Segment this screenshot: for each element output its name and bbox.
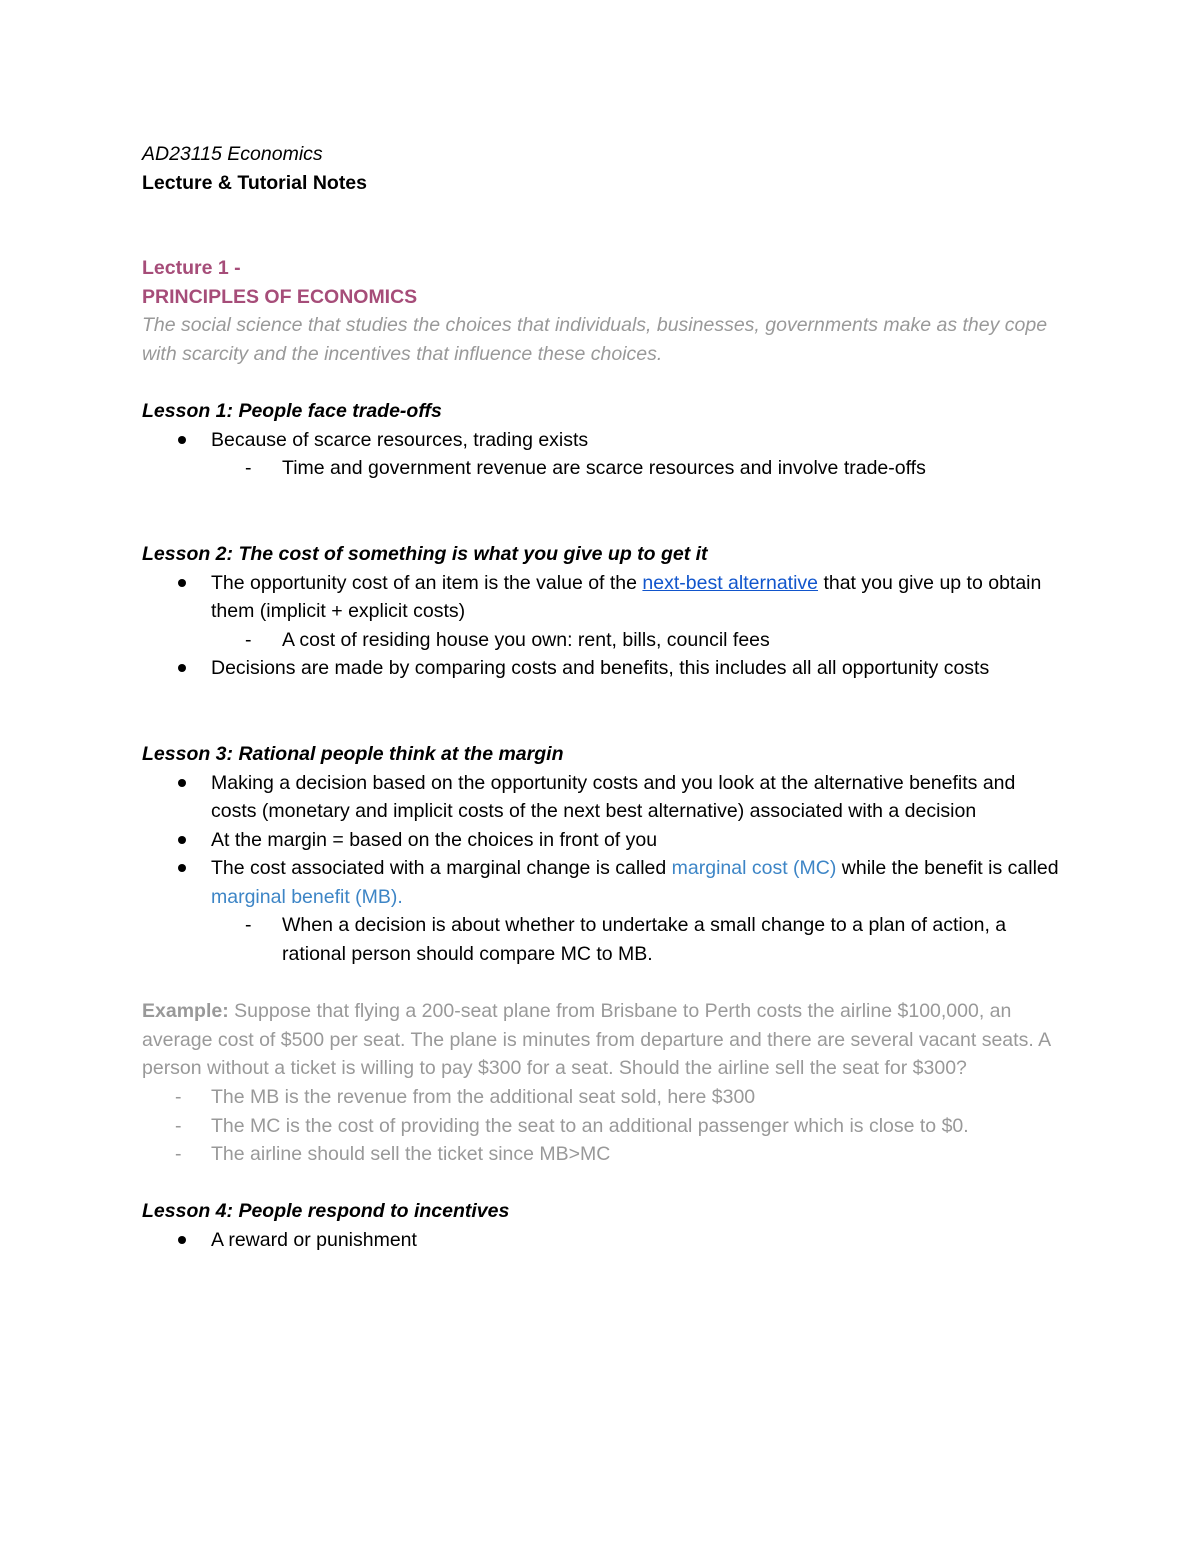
list-item-text: Making a decision based on the opportunity costs and you look at the alternative benefits and costs (monetary and implicit costs of the next best alternative) associated with a decision (211, 771, 1016, 823)
marginal-cost-term: marginal cost (MC) (671, 857, 837, 880)
lecture-number: Lecture 1 - (142, 257, 241, 280)
lecture-heading: PRINCIPLES OF ECONOMICS (142, 285, 418, 308)
list-item-text: The airline should sell the ticket since MB>MC (211, 1143, 611, 1166)
lesson-4-list (142, 1226, 1062, 1255)
lesson-1-heading: Lesson 1: People face trade-offs (142, 400, 442, 423)
bullet-icon (178, 664, 186, 672)
lesson-2-list (142, 569, 1062, 683)
dash-marker: - (175, 1143, 182, 1166)
text-segment: while the benefit is called (836, 857, 1059, 880)
sub-list-item (142, 911, 1062, 968)
lesson-2-heading: Lesson 2: The cost of something is what you give up to get it (142, 542, 708, 565)
text-segment: The cost associated with a marginal change is called (211, 857, 672, 880)
list-item-text: A reward or punishment (211, 1229, 417, 1251)
dash-marker: - (245, 628, 252, 651)
list-item (142, 569, 1062, 655)
list-item (142, 1140, 1062, 1169)
marginal-benefit-term: marginal benefit (MB). (211, 885, 403, 908)
example-label: Example: (142, 1000, 229, 1023)
example-list (142, 1083, 1062, 1169)
list-item-text: Decisions are made by comparing costs and benefits, this includes all all opportunity costs (211, 657, 990, 680)
list-item-text: The MC is the cost of providing the seat to an additional passenger which is close to $0. (211, 1114, 969, 1137)
sub-list-item-text: A cost of residing house you own: rent, bills, council fees (282, 628, 770, 651)
sub-list-item-text: When a decision is about whether to undertake a small change to a plan of action, a rational person should compare MC to MB. (282, 914, 1007, 966)
example-text: Suppose that flying a 200-seat plane from Brisbane to Perth costs the airline $100,000, an average cost of $500 per seat. The plane is minutes from departure and there are several vacant seats. A person without a ticket is willing to pay $300 for a seat. Should the airline sell the seat for $300? (142, 1000, 1051, 1080)
dash-marker: - (245, 457, 252, 480)
list-item (142, 854, 1062, 968)
sub-list-item-text: Time and government revenue are scarce resources and involve trade-offs (282, 457, 926, 480)
sub-list-item (142, 626, 1062, 655)
text-segment: The opportunity cost of an item is the value of the (211, 571, 643, 594)
economics-definition: The social science that studies the choices that individuals, businesses, governments make as they cope with scarcity and the incentives that influence these choices. (142, 314, 1048, 365)
list-item (142, 826, 1062, 855)
sub-list (211, 626, 1062, 655)
list-item (142, 1226, 1062, 1255)
dash-marker: - (175, 1086, 182, 1109)
lesson-1-list (142, 426, 1062, 483)
list-item-text: Because of scarce resources, trading exists (211, 428, 589, 451)
list-item (142, 1112, 1062, 1141)
lesson-3-list (142, 769, 1062, 969)
list-item (142, 1083, 1062, 1112)
list-item (142, 769, 1062, 826)
text-segment: that you give up to obtain them (implicit + explicit costs) (211, 571, 1042, 623)
list-item (142, 654, 1062, 683)
lesson-3-heading: Lesson 3: Rational people think at the margin (142, 742, 564, 765)
list-item (142, 426, 1062, 483)
next-best-alternative-link[interactable]: next-best alternative (642, 571, 819, 594)
course-code: AD23115 Economics (142, 143, 323, 165)
bullet-icon (178, 779, 186, 787)
example-paragraph (142, 997, 1062, 1083)
dash-marker: - (175, 1114, 182, 1137)
list-item-text (211, 572, 1041, 623)
document-page (142, 140, 1062, 1255)
bullet-icon (178, 436, 186, 444)
sub-list (211, 454, 1062, 483)
sub-list (211, 911, 1062, 968)
bullet-icon (178, 1236, 186, 1244)
bullet-icon (178, 864, 186, 872)
lesson-4-heading: Lesson 4: People respond to incentives (142, 1200, 510, 1223)
list-item-text (211, 857, 1059, 908)
bullet-icon (178, 579, 186, 587)
dash-marker: - (245, 914, 252, 937)
list-item-text: At the margin = based on the choices in front of you (211, 828, 658, 851)
bullet-icon (178, 836, 186, 844)
list-item-text: The MB is the revenue from the additional seat sold, here $300 (211, 1086, 756, 1109)
sub-list-item (142, 454, 1062, 483)
document-title: Lecture & Tutorial Notes (142, 171, 368, 194)
